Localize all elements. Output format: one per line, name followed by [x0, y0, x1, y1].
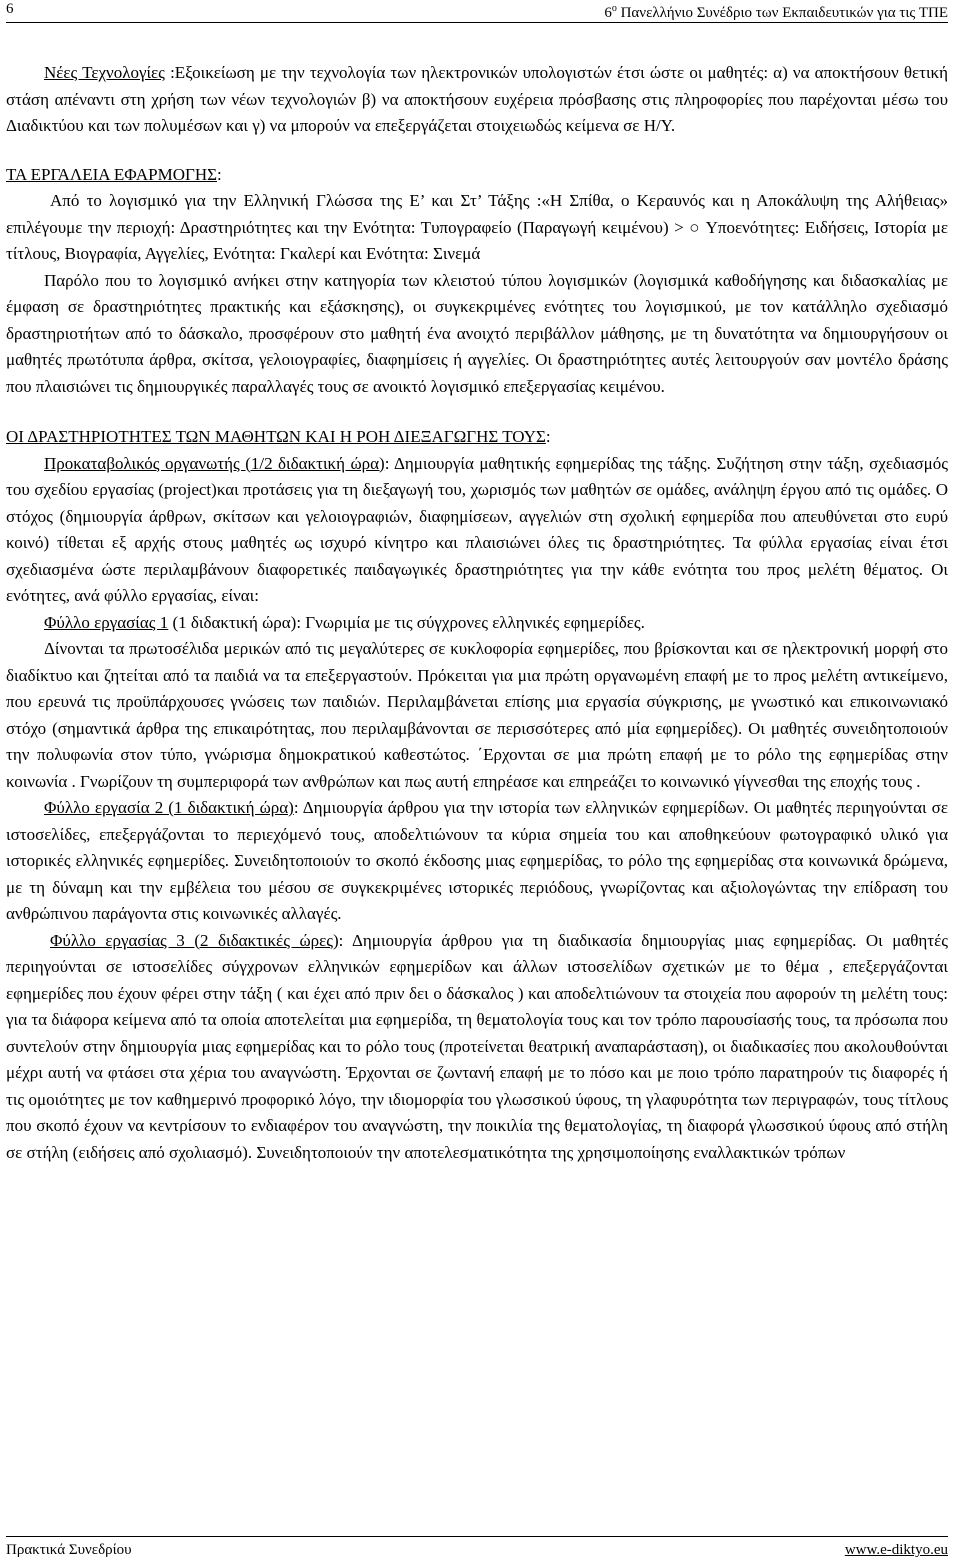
- footer-proceedings: Πρακτικά Συνεδρίου: [6, 1542, 132, 1558]
- worksheet-2-label: Φύλλο εργασία 2 (1 διδακτική ώρα): [44, 798, 294, 817]
- page-header: [6, 0, 948, 23]
- page-footer: [6, 1536, 948, 1561]
- page-number: 6: [6, 1, 14, 17]
- worksheet-3-label: Φύλλο εργασίας 3 (2 διδακτικές ώρες): [50, 930, 339, 950]
- conference-title: $6^o$ Πανελλήνιο Συνέδριο των Εκπαιδευτικών για τις ΤΠΕ: [604, 3, 948, 21]
- page-content: [6, 60, 948, 1166]
- worksheet-1-paragraph: Δίνονται τα πρωτοσέλιδα μερικών από τις μεγαλύτερες σε κυκλοφορία εφημερίδες, που βρίσκονται και σε ηλεκτρονική μορφή στο διαδίκτυο και ζητείται από τα παιδιά να τα επεξεργαστούν. Πρόκειται για μια πρώτη οργανωμένη επαφή με το προς μελέτη αντικείμενο, που ερευνά τις προϋπάρχουσες γνώσεις των παιδιών. Περιλαμβάνεται επίσης μια εργασία σύγκρισης, με γνωστικό και επικοινωνιακό στόχο (σημαντικά άρθρα της επικαιρότητας, που περιλαμβάνονται σε περισσότερες από μία εφημερίδες). Οι μαθητές συνειδητοποιούν την πολυφωνία στον τύπο, γνώρισμα δημοκρατικού καθεστώτος. ΄Ερχονται σε μια πρώτη επαφή με το ρόλο της εφημερίδας στην κοινωνία . Γνωρίζουν τη συμπεριφορά των ανθρώπων και πως αυτή επηρέασε και επηρεάζει το κοινωνικό γίγνεσθαι της εποχής τους .: [6, 639, 948, 791]
- activities-heading: ΟΙ ΔΡΑΣΤΗΡΙΟΤΗΤΕΣ ΤΩΝ ΜΑΘΗΤΩΝ ΚΑΙ Η ΡΟΗ ΔΙΕΞΑΓΩΓΗΣ ΤΟΥΣ:: [6, 427, 551, 446]
- tools-heading: ΤΑ ΕΡΓΑΛΕΙΑ ΕΦΑΡΜΟΓΗΣ:: [6, 164, 222, 184]
- intro-label: Νέες Τεχνολογίες: [44, 63, 165, 82]
- tools-paragraph-2: Παρόλο που το λογισμικό ανήκει στην κατηγορία των κλειστού τύπου λογισμικών (λογισμικά καθοδήγησης και διδασκαλίας με έμφαση σε δραστηριότητες πρακτικής και εξάσκησης), οι συγκεκριμένες ενότητες του λογισμικού, με τον κατάλληλο σχεδιασμό δραστηριοτήτων από το δάσκαλο, προσφέρουν στο μαθητή ένα ανοιχτό περιβάλλον μάθησης, με τη δυνατότητα να δημιουργήσουν οι μαθητές πρωτότυπα άρθρα, σκίτσα, γελοιογραφίες, διαφημίσεις ή αγγελίες. Οι δραστηριότητες αυτές λειτουργούν σαν μοντέλο δράσης που πλαισιώνει τις δημιουργικές παραλλαγές τους σε ανοικτό λογισμικό επεξεργασίας κειμένου.: [6, 270, 948, 396]
- worksheet-1-heading: Φύλλο εργασίας 1 (1 διδακτική ώρα): Γνωριμία με τις σύγχρονες ελληνικές εφημερίδες.: [44, 612, 645, 632]
- worksheet-3-paragraph: Φύλλο εργασίας 3 (2 διδακτικές ώρες): Δημιουργία άρθρου για τη διαδικασία δημιουργίας μιας εφημερίδας. Οι μαθητές περιηγούνται σε ιστοσελίδες σύγχρονων ελληνικών εφημερίδων και άλλων ιστοσελίδων σχετικών με το θέμα , επεξεργάζονται εφημερίδες που έχουν φέρει στην τάξη ( και έχει από πριν δει ο δάσκαλος ) και αποδελτιώνουν τα στοιχεία που αφορούν τη μελέτη τους: για τα διάφορα κείμενα από τα οποία αποτελείται μια εφημερίδα, τη θεματολογία τους και τον τρόπο παρουσίασής τους, τα πρόσωπα που συντελούν στην δημιουργία μιας εφημερίδας και το ρόλο τους (προτείνεται θεατρική αναπαράσταση), οι διαδικασίες που ακολουθούνται μέχρι αυτή να φτάσει στα χέρια του αναγνώστη. Έρχονται σε ζωντανή επαφή με το πόσο και με ποιο τρόπο παρατηρούν τις διαφορές ή τις ομοιότητες με τον καθημερινό προφορικό λόγο, την ιδιομορφία του γλωσσικού ύφους, τη γλαφυρότητα των περιγραφών, τους τίτλους που σκοπό έχουν να κεντρίσουν το ενδιαφέρον του αναγνώστη, την ποικιλία της θεματολογίας, τη διαφορά γλωσσικού ύφους από στήλη σε στήλη (ειδήσεις από σχολιασμό). Συνειδητοποιούν την αποτελεσματικότητα της χρησιμοποίησης εναλλακτικών τρόπων: [6, 930, 948, 1162]
- tools-paragraph-1: Από το λογισμικό για την Ελληνική Γλώσσα της Ε’ και Στ’ Τάξης :«Η Σπίθα, ο Κεραυνός και η Αποκάλυψη της Αλήθειας» επιλέγουμε την περιοχή: Δραστηριότητες και την Ενότητα: Τυπογραφείο (Παραγωγή κειμένου) > ○ Υποενότητες: Ειδήσεις, Ιστορία με τίτλους, Βιογραφία, Αγγελίες, Ενότητα: Γκαλερί και Ενότητα: Σινεμά: [6, 191, 948, 263]
- footer-website-link[interactable]: www.e-diktyo.eu: [844, 1542, 948, 1558]
- intro-paragraph: Νέες Τεχνολογίες :Εξοικείωση με την τεχνολογία των ηλεκτρονικών υπολογιστών έτσι ώστε οι μαθητές: α) να αποκτήσουν θετική στάση απέναντι στη χρήση των νέων τεχνολογιών β) να αποκτήσουν ευχέρεια πρόσβασης στις πληροφορίες που παρέχονται μέσω του Διαδικτύου και των πολυμέσων και γ) να μπορούν να επεξεργάζεται στοιχειωδώς κείμενα σε Η/Υ.: [6, 63, 948, 135]
- worksheet-1-label: Φύλλο εργασίας 1: [44, 612, 169, 632]
- worksheet-2-paragraph: Φύλλο εργασία 2 (1 διδακτική ώρα): Δημιουργία άρθρου για την ιστορία των ελληνικών εφημερίδων. Οι μαθητές περιηγούνται σε ιστοσελίδες, επεξεργάζονται το περιεχόμενό τους, αποδελτιώνουν τα κύρια σημεία του και αποθηκεύουν φωτογραφικό υλικό για ιστορικές ελληνικές εφημερίδες. Συνειδητοποιούν το σκοπό έκδοσης μιας εφημερίδας, το ρόλο της εφημερίδας στα κοινωνικά δρώμενα, με τη δύναμη και την εμβέλεια του μέσου σε συγκεκριμένες ιστορικές περιόδους, γνωρίζοντας και αξιολογώντας την επίδραση του ανθρώπινου παράγοντα στις κοινωνικές αλλαγές.: [6, 798, 948, 923]
- preliminary-organizer-label: Προκαταβολικός οργανωτής (1/2 διδακτική ώρα): [44, 453, 385, 473]
- preliminary-organizer-paragraph: Προκαταβολικός οργανωτής (1/2 διδακτική ώρα): Δημιουργία μαθητικής εφημερίδας της τάξης. Συζήτηση στην τάξη, σχεδιασμός του σχεδίου εργασίας (project)και προτάσεις για τη διεξαγωγή του, χωρισμός των μαθητών σε ομάδες, ανάληψη έργου από τις ομάδες. Ο στόχος (δημιουργία άρθρων, σκίτσων και γελοιογραφιών, διαφημίσεων, αγγελιών στη σχολική εφημερίδα που απευθύνεται στο ευρύ κοινό) τίθεται εξ αρχής στους μαθητές ως ισχυρό κίνητρο και πλαισιώνει όλες τις δραστηριότητες. Τα φύλλα εργασίας είναι έτσι σχεδιασμένα ώστε περιλαμβάνουν διαφορετικές παιδαγωγικές δραστηριότητες για την κάθε ενότητα του προς μελέτη θέματος. Οι ενότητες, ανά φύλλο εργασίας, είναι:: [6, 453, 948, 605]
